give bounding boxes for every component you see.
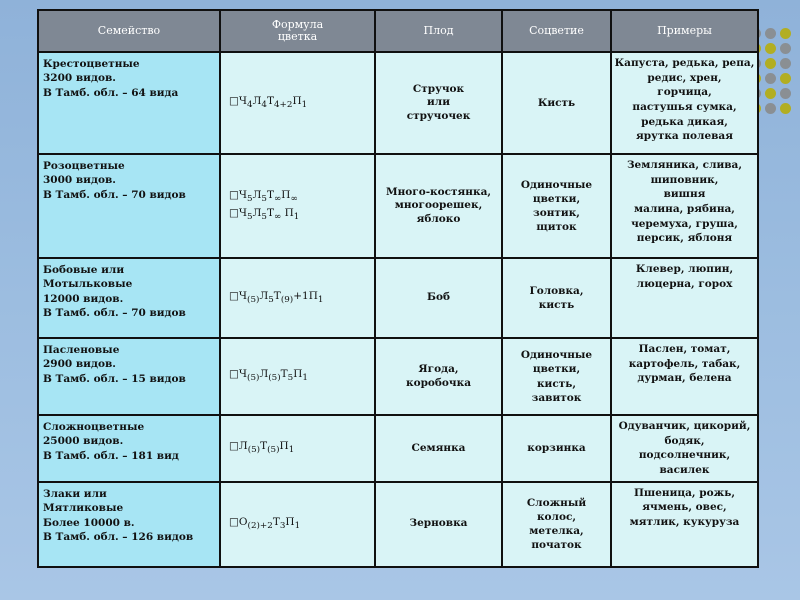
decorative-dot — [765, 58, 776, 69]
examples-cell — [611, 415, 758, 482]
formula-cell-line: $□Ч_{(5)}Л_5Т_{(9)}+1П_1$ — [229, 289, 324, 305]
plant-families-table — [37, 9, 759, 568]
fruit-cell-line: Ягода, — [418, 362, 459, 375]
inflorescence-cell-line: кисть, — [536, 377, 577, 390]
header-examples: Примеры — [611, 10, 758, 52]
inflorescence-cell-line: кисть — [538, 299, 575, 311]
formula-cell-line: $□Ч_5Л_5Т_\infty$ $П_1$ — [229, 207, 300, 223]
family-cell-line: В Тамб. обл. – 15 видов — [43, 372, 186, 385]
inflorescence-cell — [502, 154, 611, 258]
examples-cell-line: редька дикая, — [641, 115, 728, 128]
examples-cell-line: горчица, — [657, 86, 712, 99]
header-inflorescence: Соцветие — [502, 10, 611, 52]
fruit-cell-line: многоорешек, — [394, 199, 483, 212]
inflorescence-cell-line: Головка, — [529, 284, 584, 297]
inflorescence-cell-line: цветки, — [532, 363, 581, 376]
family-cell-line: В Тамб. обл. – 70 видов — [43, 188, 186, 201]
formula-cell — [220, 415, 375, 482]
examples-cell-line: вишня — [663, 188, 706, 201]
examples-cell — [611, 338, 758, 415]
formula-cell-line: $□О_{(2)+2}Т_3П_1$ — [229, 516, 301, 532]
decorative-dot — [765, 103, 776, 114]
examples-cell-line: картофель, табак, — [628, 357, 741, 370]
table-row — [38, 154, 758, 258]
family-cell-line: Розоцветные — [43, 160, 125, 172]
examples-cell-line: персик, яблоня — [636, 232, 733, 245]
fruit-cell — [375, 338, 502, 415]
family-cell-line: Пасленовые — [43, 344, 120, 356]
fruit-cell — [375, 258, 502, 338]
decorative-dot — [765, 73, 776, 84]
formula-cell — [220, 258, 375, 338]
family-cell — [38, 338, 220, 415]
inflorescence-cell-line: колос, — [536, 511, 577, 524]
fruit-cell-line: Стручок — [412, 82, 465, 95]
fruit-cell-line: стручочек — [406, 109, 471, 122]
examples-cell — [611, 154, 758, 258]
inflorescence-cell-line: щиток — [536, 221, 577, 234]
examples-cell-line: черемуха, груша, — [631, 217, 738, 230]
family-cell-line: Мятликовые — [43, 502, 124, 515]
table-row — [38, 415, 758, 482]
inflorescence-cell-line: корзинка — [527, 442, 586, 455]
decorative-dot — [780, 88, 791, 99]
inflorescence-cell — [502, 52, 611, 154]
decorative-dot — [765, 43, 776, 54]
formula-cell-line: $□Ч_4Л_4Т_{4+2}П_1$ — [229, 94, 308, 110]
header-family: Семейство — [38, 10, 220, 52]
family-cell-line: Более 10000 в. — [43, 516, 135, 529]
family-cell — [38, 482, 220, 567]
decorative-dot — [780, 58, 791, 69]
header-formula — [220, 10, 375, 52]
table-row — [38, 482, 758, 567]
examples-cell — [611, 258, 758, 338]
fruit-cell — [375, 482, 502, 567]
examples-cell-line: дурман, белена — [637, 372, 732, 385]
inflorescence-cell-line: Одиночные — [520, 349, 593, 362]
examples-cell-line: Пшеница, рожь, — [634, 486, 735, 499]
family-cell-line: В Тамб. обл. – 64 вида — [43, 86, 179, 99]
inflorescence-cell-line: цветки, — [532, 192, 581, 205]
formula-cell-line: $□Ч_5Л_5Т_\infty П_\infty$ — [229, 188, 298, 204]
formula-cell — [220, 154, 375, 258]
fruit-cell-line: или — [427, 96, 450, 109]
family-cell-line: 25000 видов. — [43, 435, 124, 448]
examples-cell-line: Земляника, слива, — [626, 159, 743, 171]
family-cell — [38, 52, 220, 154]
formula-cell-line: $□Л_{(5)}Т_{(5)}П_1$ — [229, 440, 295, 456]
family-cell-line: Мотыльковые — [43, 278, 133, 291]
table-row — [38, 52, 758, 154]
formula-cell — [220, 338, 375, 415]
inflorescence-cell-line: початок — [531, 539, 582, 552]
fruit-cell-line: яблоко — [416, 212, 461, 225]
family-cell — [38, 258, 220, 338]
examples-cell-line: бодяк, — [664, 434, 705, 447]
inflorescence-cell — [502, 482, 611, 567]
inflorescence-cell — [502, 258, 611, 338]
header-fruit: Плод — [375, 10, 502, 52]
decorative-dot — [765, 88, 776, 99]
header-formula-line2: цветка — [277, 30, 318, 43]
fruit-cell-line: Много-костянка, — [385, 185, 492, 198]
inflorescence-cell-line: завиток — [531, 391, 582, 404]
examples-cell-line: редис, хрен, — [647, 71, 722, 84]
family-cell-line: 3000 видов. — [43, 174, 116, 187]
family-cell-line: 3200 видов. — [43, 72, 116, 85]
examples-cell-line: подсолнечник, — [638, 449, 731, 462]
inflorescence-cell-line: Одиночные — [520, 178, 593, 191]
examples-cell-line: Клевер, люпин, — [635, 263, 734, 275]
examples-cell-line: мятлик, кукуруза — [629, 516, 740, 529]
decorative-dot — [780, 73, 791, 84]
family-cell-line: В Тамб. обл. – 181 вид — [43, 449, 179, 462]
decorative-dot — [780, 103, 791, 114]
examples-cell-line: люцерна, горох — [636, 277, 733, 290]
examples-cell-line: василек — [659, 464, 710, 477]
examples-cell-line: ярутка полевая — [636, 130, 733, 143]
header-formula-line1: Формула — [271, 17, 324, 31]
inflorescence-cell-line: Кисть — [537, 96, 576, 109]
examples-cell-line: Капуста, редька, репа, — [614, 57, 755, 69]
family-cell-line: В Тамб. обл. – 70 видов — [43, 307, 186, 320]
family-cell-line: Бобовые или — [43, 264, 125, 276]
examples-cell-line: пастушья сумка, — [632, 101, 737, 114]
examples-cell — [611, 482, 758, 567]
header-row — [38, 10, 758, 52]
family-cell — [38, 415, 220, 482]
examples-cell — [611, 52, 758, 154]
examples-cell-line: шиповник, — [650, 173, 719, 186]
examples-cell-line: малина, рябина, — [634, 203, 735, 216]
fruit-cell-line: Семянка — [411, 441, 466, 454]
family-cell-line: 12000 видов. — [43, 292, 124, 305]
examples-cell-line: ячмень, овес, — [642, 501, 727, 514]
inflorescence-cell-line: метелка, — [529, 525, 584, 538]
family-cell-line: В Тамб. обл. – 126 видов — [43, 531, 194, 544]
family-cell-line: Сложноцветные — [43, 421, 145, 433]
examples-cell-line: Одуванчик, цикорий, — [618, 420, 751, 432]
fruit-cell-line: коробочка — [405, 376, 471, 389]
family-cell-line: 2900 видов. — [43, 358, 116, 371]
fruit-cell — [375, 154, 502, 258]
formula-cell — [220, 52, 375, 154]
formula-cell-line: $□Ч_{(5)}Л_{(5)}Т_5П_1$ — [229, 368, 308, 384]
family-cell-line: Крестоцветные — [43, 58, 140, 70]
examples-cell-line: Паслен, томат, — [638, 343, 731, 355]
family-cell-line: Злаки или — [43, 487, 107, 500]
table-row — [38, 338, 758, 415]
inflorescence-cell-line: зонтик, — [533, 207, 580, 219]
inflorescence-cell-line: Сложный — [526, 496, 587, 509]
fruit-cell — [375, 415, 502, 482]
fruit-cell — [375, 52, 502, 154]
formula-cell — [220, 482, 375, 567]
decorative-dot — [780, 28, 791, 39]
fruit-cell-line: Боб — [427, 291, 450, 304]
table-row — [38, 258, 758, 338]
inflorescence-cell — [502, 338, 611, 415]
fruit-cell-line: Зерновка — [409, 517, 468, 530]
decorative-dot — [780, 43, 791, 54]
family-cell — [38, 154, 220, 258]
inflorescence-cell — [502, 415, 611, 482]
decorative-dot — [765, 28, 776, 39]
